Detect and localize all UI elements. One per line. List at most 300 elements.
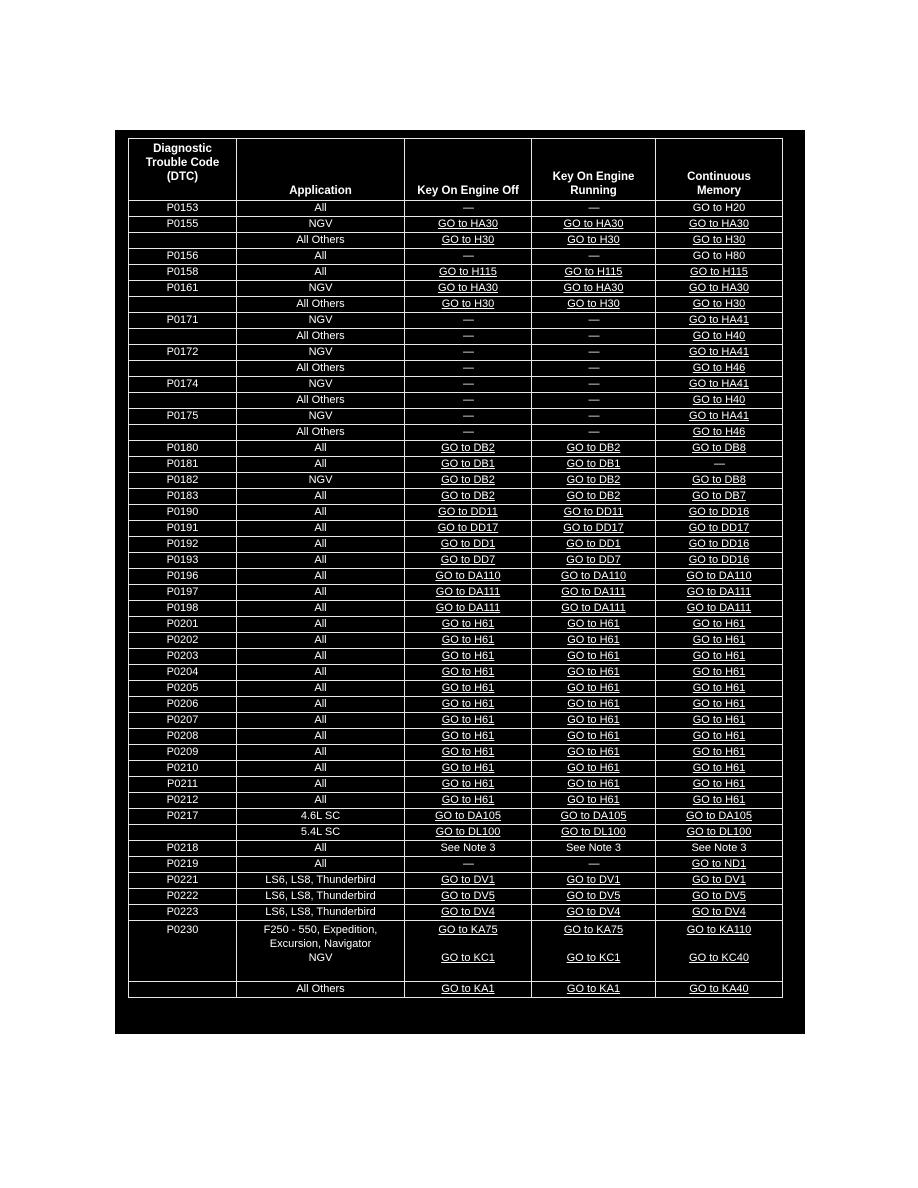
cell-application [237, 345, 405, 361]
cell-key-on-engine-off-text: — [463, 314, 473, 326]
cell-application-text: All [314, 778, 327, 790]
cell-continuous-memory [656, 857, 783, 873]
table-row [129, 553, 783, 569]
cell-key-on-engine-off-text: — [463, 378, 473, 390]
cell-key-on-engine-off-text: GO to DD17 [437, 522, 499, 534]
cell-dtc [129, 329, 237, 345]
cell-key-on-engine-running [532, 665, 656, 681]
table-row [129, 537, 783, 553]
cell-dtc [129, 297, 237, 313]
table-row [129, 313, 783, 329]
cell-application-text: All [314, 666, 327, 678]
cell-key-on-engine-off [405, 777, 532, 793]
cell-continuous-memory [656, 745, 783, 761]
cell-dtc [129, 697, 237, 713]
cell-application [237, 841, 405, 857]
cell-key-on-engine-running [532, 569, 656, 585]
cell-continuous-memory-text: GO to DD16 [688, 538, 750, 550]
cell-key-on-engine-running-top: GO to KA75 [563, 924, 624, 936]
cell-continuous-memory-text: GO to H61 [692, 778, 746, 790]
cell-key-on-engine-running-text: GO to H30 [567, 234, 620, 246]
cell-key-on-engine-off [405, 345, 532, 361]
cell-application-text: All [314, 746, 327, 758]
cell-key-on-engine-off-text: — [463, 250, 473, 262]
cell-application [237, 329, 405, 345]
cell-key-on-engine-running [532, 217, 656, 233]
cell-key-on-engine-off [405, 905, 532, 921]
cell-continuous-memory [656, 361, 783, 377]
table-row [129, 889, 783, 905]
table-row [129, 649, 783, 665]
table-row [129, 857, 783, 873]
cell-continuous-memory [656, 809, 783, 825]
cell-key-on-engine-running-text: GO to H61 [567, 618, 620, 630]
cell-dtc [129, 873, 237, 889]
cell-application-text: LS6, LS8, Thunderbird [265, 906, 376, 918]
cell-application [237, 201, 405, 217]
cell-continuous-memory-text: GO to DB7 [692, 490, 746, 502]
cell-application [237, 617, 405, 633]
cell-continuous-memory-text: GO to H61 [692, 650, 746, 662]
cell-continuous-memory-text: GO to DV4 [692, 906, 746, 918]
cell-dtc [129, 313, 237, 329]
cell-dtc-text: P0209 [166, 746, 199, 758]
cell-application [237, 233, 405, 249]
cell-key-on-engine-running [532, 537, 656, 553]
cell-key-on-engine-running [532, 265, 656, 281]
cell-continuous-memory-text: GO to HA30 [689, 218, 749, 230]
cell-continuous-memory [656, 441, 783, 457]
cell-key-on-engine-off [405, 633, 532, 649]
cell-application-text: All [314, 522, 327, 534]
cell-application [237, 409, 405, 425]
cell-key-on-engine-off-text: GO to H61 [441, 698, 495, 710]
cell-dtc-text: P0198 [166, 602, 199, 614]
cell-dtc [129, 617, 237, 633]
cell-application-line2: Excursion, Navigator [269, 938, 372, 950]
cell-dtc [129, 377, 237, 393]
cell-key-on-engine-off [405, 857, 532, 873]
cell-key-on-engine-running-text: — [588, 394, 599, 406]
table-row [129, 793, 783, 809]
cell-key-on-engine-running-text: GO to HA30 [563, 218, 624, 230]
cell-key-on-engine-off-text: GO to H61 [441, 682, 495, 694]
cell-continuous-memory-text: GO to H30 [692, 234, 746, 246]
cell-dtc [129, 281, 237, 297]
cell-key-on-engine-off-text: GO to DA111 [435, 586, 501, 598]
cell-continuous-memory-text: GO to H80 [692, 250, 746, 262]
cell-dtc [129, 265, 237, 281]
cell-key-on-engine-off-text: GO to DD11 [438, 506, 498, 518]
cell-dtc-text: P0205 [166, 682, 199, 694]
cell-key-on-engine-running [532, 361, 656, 377]
col-header-dtc-line3: (DTC) [166, 171, 199, 183]
cell-continuous-memory [656, 761, 783, 777]
cell-continuous-memory-text: GO to DA111 [686, 602, 752, 614]
cell-dtc-text: P0155 [166, 218, 199, 230]
cell-key-on-engine-running [532, 313, 656, 329]
cell-key-on-engine-running-text: — [588, 250, 599, 262]
cell-key-on-engine-running-text: GO to H61 [567, 634, 620, 646]
cell-application-text: All [314, 250, 327, 262]
cell-dtc [129, 217, 237, 233]
cell-application [237, 729, 405, 745]
cell-dtc-text: P0208 [166, 730, 199, 742]
table-row [129, 665, 783, 681]
cell-key-on-engine-running [532, 489, 656, 505]
cell-dtc [129, 982, 237, 998]
cell-continuous-memory-text: GO to H61 [692, 730, 746, 742]
cell-key-on-engine-off-text: GO to DV1 [441, 874, 495, 886]
table-row [129, 201, 783, 217]
cell-dtc [129, 841, 237, 857]
cell-dtc-text: P0175 [166, 410, 199, 422]
cell-key-on-engine-running [532, 249, 656, 265]
cell-dtc-text: P0196 [166, 570, 199, 582]
cell-dtc [129, 713, 237, 729]
cell-dtc [129, 777, 237, 793]
cell-dtc [129, 761, 237, 777]
cell-dtc [129, 649, 237, 665]
cell-key-on-engine-off-text: GO to H61 [441, 618, 495, 630]
cell-dtc-text: P0222 [166, 890, 199, 902]
table-row [129, 265, 783, 281]
cell-application-line3: NGV [308, 952, 333, 964]
col-header-koer-line1: Key On Engine [552, 171, 635, 183]
cell-application-text: All [314, 554, 327, 566]
cell-key-on-engine-off [405, 505, 532, 521]
table-row [129, 297, 783, 313]
cell-key-on-engine-running-text: GO to H61 [567, 714, 620, 726]
cell-application [237, 537, 405, 553]
cell-application-text: NGV [308, 346, 333, 358]
cell-key-on-engine-running [532, 457, 656, 473]
cell-key-on-engine-running [532, 777, 656, 793]
cell-key-on-engine-off-text: GO to DB1 [441, 458, 495, 470]
cell-key-on-engine-running-text: GO to H61 [567, 778, 620, 790]
cell-key-on-engine-running-text: — [588, 378, 599, 390]
cell-key-on-engine-running [532, 201, 656, 217]
cell-dtc [129, 457, 237, 473]
cell-dtc-text: P0182 [166, 474, 199, 486]
cell-application-text: LS6, LS8, Thunderbird [265, 890, 376, 902]
cell-continuous-memory [656, 665, 783, 681]
cell-continuous-memory [656, 265, 783, 281]
table-row [129, 841, 783, 857]
cell-continuous-memory-bottom: GO to KC40 [689, 952, 749, 964]
cell-key-on-engine-off-text: — [463, 410, 473, 422]
cell-key-on-engine-running-text: GO to DA105 [560, 810, 627, 822]
cell-key-on-engine-off [405, 265, 532, 281]
cell-continuous-memory-text: GO to H61 [692, 714, 746, 726]
cell-key-on-engine-off-text: GO to DA105 [434, 810, 502, 822]
cell-key-on-engine-off [405, 377, 532, 393]
cell-key-on-engine-off-text: GO to DB2 [441, 490, 495, 502]
table-row [129, 217, 783, 233]
cell-key-on-engine-off [405, 841, 532, 857]
cell-continuous-memory [656, 313, 783, 329]
cell-dtc-text: P0183 [166, 490, 199, 502]
cell-key-on-engine-off [405, 281, 532, 297]
cell-dtc-text: P0201 [166, 618, 199, 630]
cell-application [237, 982, 405, 998]
cell-application [237, 601, 405, 617]
cell-key-on-engine-running [532, 713, 656, 729]
table-row [129, 633, 783, 649]
cell-key-on-engine-running [532, 809, 656, 825]
cell-application-text: NGV [308, 282, 333, 294]
cell-key-on-engine-off [405, 761, 532, 777]
cell-application-text: All [314, 842, 327, 854]
table-row [129, 617, 783, 633]
cell-continuous-memory-text: GO to H40 [692, 394, 746, 406]
table-row [129, 905, 783, 921]
cell-application [237, 425, 405, 441]
cell-dtc-text: P0219 [166, 858, 199, 870]
cell-dtc [129, 537, 237, 553]
cell-continuous-memory [656, 793, 783, 809]
cell-key-on-engine-running [532, 889, 656, 905]
cell-key-on-engine-running [532, 585, 656, 601]
cell-key-on-engine-running [532, 345, 656, 361]
table-row [129, 745, 783, 761]
cell-key-on-engine-off [405, 537, 532, 553]
cell-key-on-engine-running [532, 297, 656, 313]
cell-application [237, 681, 405, 697]
table-row [129, 825, 783, 841]
cell-key-on-engine-off [405, 361, 532, 377]
cell-key-on-engine-off-text: GO to H61 [441, 794, 495, 806]
col-header-dtc-line2: Trouble Code [145, 157, 220, 169]
cell-key-on-engine-running [532, 905, 656, 921]
cell-application-text: All Others [296, 426, 345, 438]
cell-key-on-engine-off-text: — [463, 202, 473, 214]
cell-application-text: All [314, 266, 327, 278]
cell-continuous-memory-text: GO to DV5 [692, 890, 746, 902]
cell-continuous-memory [656, 201, 783, 217]
cell-key-on-engine-off-text: GO to H61 [441, 746, 495, 758]
cell-continuous-memory [656, 377, 783, 393]
cell-key-on-engine-running [532, 329, 656, 345]
cell-dtc-text: P0212 [166, 794, 199, 806]
cell-key-on-engine-running-text: GO to DD17 [563, 522, 624, 534]
cell-application [237, 457, 405, 473]
cell-continuous-memory [656, 601, 783, 617]
cell-application [237, 905, 405, 921]
cell-continuous-memory [656, 521, 783, 537]
cell-key-on-engine-off [405, 425, 532, 441]
cell-continuous-memory-text: GO to DA110 [686, 570, 752, 582]
cell-key-on-engine-off-text: See Note 3 [440, 842, 496, 854]
cell-key-on-engine-off [405, 329, 532, 345]
cell-application [237, 777, 405, 793]
cell-key-on-engine-running-text: — [588, 202, 599, 214]
cell-key-on-engine-running-text: GO to DD7 [566, 554, 621, 566]
cell-application [237, 553, 405, 569]
cell-continuous-memory [656, 217, 783, 233]
cell-key-on-engine-running-text: GO to DL100 [561, 826, 626, 838]
cell-key-on-engine-running-text: GO to DA110 [560, 570, 627, 582]
cell-continuous-memory-text: GO to H61 [692, 634, 746, 646]
cell-dtc [129, 441, 237, 457]
cell-key-on-engine-running-text: GO to H61 [567, 762, 620, 774]
cell-key-on-engine-off [405, 697, 532, 713]
cell-continuous-memory-text: GO to DD16 [688, 506, 750, 518]
cell-key-on-engine-off [405, 713, 532, 729]
cell-dtc-text: P0221 [166, 874, 199, 886]
cell-continuous-memory-text: GO to H30 [692, 298, 746, 310]
cell-key-on-engine-off [405, 825, 532, 841]
cell-key-on-engine-running-text: GO to DB2 [566, 490, 621, 502]
cell-key-on-engine-off-text: GO to H61 [441, 714, 495, 726]
cell-application-text: NGV [308, 218, 333, 230]
cell-application-text: All [314, 794, 327, 806]
cell-continuous-memory-text: GO to DB8 [692, 442, 746, 454]
cell-continuous-memory-text: GO to H115 [690, 266, 748, 278]
cell-dtc [129, 505, 237, 521]
cell-application-text: All [314, 858, 327, 870]
cell-key-on-engine-running-text: — [588, 858, 599, 870]
cell-key-on-engine-running [532, 745, 656, 761]
table-row [129, 777, 783, 793]
cell-key-on-engine-running-text: GO to DV4 [566, 906, 621, 918]
cell-dtc [129, 857, 237, 873]
cell-application-text: All [314, 634, 327, 646]
cell-dtc [129, 425, 237, 441]
cell-application [237, 857, 405, 873]
cell-dtc-text: P0191 [166, 522, 199, 534]
cell-key-on-engine-running [532, 233, 656, 249]
cell-continuous-memory [656, 329, 783, 345]
cell-application-text: All Others [296, 234, 345, 246]
cell-application [237, 889, 405, 905]
table-row [129, 473, 783, 489]
cell-application-text: 4.6L SC [300, 810, 341, 822]
cell-key-on-engine-running-text: GO to DB2 [566, 442, 621, 454]
cell-dtc [129, 249, 237, 265]
cell-application-text: All [314, 538, 327, 550]
col-header-koer-line2: Running [570, 185, 617, 197]
cell-continuous-memory-text: GO to KA40 [689, 983, 749, 995]
cell-dtc-text: P0206 [166, 698, 199, 710]
cell-application-text: All [314, 730, 327, 742]
table-row [129, 809, 783, 825]
cell-continuous-memory [656, 345, 783, 361]
cell-application-text: All Others [296, 362, 345, 374]
cell-dtc-text: P0190 [166, 506, 199, 518]
cell-application-text: NGV [308, 410, 333, 422]
cell-application-text: All [314, 618, 327, 630]
cell-key-on-engine-off-text: GO to H115 [439, 266, 497, 278]
col-header-cm-line1: Continuous [687, 171, 751, 183]
cell-application-text: All Others [296, 394, 345, 406]
cell-dtc [129, 409, 237, 425]
cell-dtc [129, 825, 237, 841]
cell-continuous-memory [656, 617, 783, 633]
cell-application-text: All [314, 586, 327, 598]
cell-key-on-engine-off [405, 889, 532, 905]
table-row [129, 697, 783, 713]
cell-continuous-memory [656, 425, 783, 441]
cell-application-text: All [314, 490, 327, 502]
cell-application [237, 873, 405, 889]
table-row [129, 982, 783, 998]
cell-key-on-engine-running-text: GO to DD1 [566, 538, 621, 550]
cell-key-on-engine-running [532, 281, 656, 297]
table-row [129, 361, 783, 377]
cell-application [237, 713, 405, 729]
cell-dtc-text: P0217 [166, 810, 199, 822]
cell-continuous-memory-spacer [656, 937, 782, 951]
cell-application [237, 761, 405, 777]
cell-key-on-engine-off-text: — [463, 394, 473, 406]
cell-application [237, 249, 405, 265]
cell-key-on-engine-running [532, 473, 656, 489]
cell-key-on-engine-off [405, 729, 532, 745]
table-row [129, 729, 783, 745]
cell-key-on-engine-running-text: See Note 3 [565, 842, 622, 854]
cell-key-on-engine-running-text: GO to DD11 [563, 506, 624, 518]
cell-application [237, 585, 405, 601]
cell-dtc [129, 809, 237, 825]
cell-key-on-engine-off [405, 681, 532, 697]
cell-application [237, 745, 405, 761]
cell-key-on-engine-running [532, 793, 656, 809]
cell-dtc [129, 633, 237, 649]
cell-key-on-engine-off [405, 457, 532, 473]
cell-key-on-engine-off [405, 665, 532, 681]
cell-key-on-engine-off [405, 249, 532, 265]
cell-continuous-memory-text: GO to H46 [692, 426, 746, 438]
cell-continuous-memory-text: GO to DV1 [692, 874, 746, 886]
cell-dtc-text: P0202 [166, 634, 199, 646]
cell-continuous-memory-text: GO to HA41 [689, 314, 749, 326]
cell-key-on-engine-running [532, 681, 656, 697]
cell-dtc [129, 729, 237, 745]
cell-continuous-memory-text: GO to DB8 [692, 474, 746, 486]
cell-continuous-memory [656, 697, 783, 713]
cell-dtc [129, 889, 237, 905]
cell-continuous-memory-text: — [714, 458, 724, 470]
cell-application [237, 361, 405, 377]
cell-continuous-memory [656, 553, 783, 569]
cell-dtc-text: P0193 [166, 554, 199, 566]
cell-key-on-engine-running-spacer [532, 937, 655, 951]
cell-continuous-memory-text: GO to H61 [692, 666, 746, 678]
cell-key-on-engine-running [532, 377, 656, 393]
cell-key-on-engine-running-text: — [588, 314, 599, 326]
cell-dtc-text: P0180 [166, 442, 199, 454]
cell-dtc [129, 201, 237, 217]
cell-key-on-engine-off-text: GO to HA30 [438, 282, 498, 294]
cell-application [237, 217, 405, 233]
cell-continuous-memory-text: GO to H61 [692, 746, 746, 758]
col-header-dtc [129, 139, 237, 201]
cell-key-on-engine-off [405, 521, 532, 537]
cell-continuous-memory-text: GO to HA41 [689, 378, 749, 390]
cell-application [237, 921, 405, 982]
cell-dtc-text: P0204 [166, 666, 199, 678]
cell-key-on-engine-off-text: GO to H61 [441, 762, 495, 774]
cell-continuous-memory [656, 585, 783, 601]
cell-continuous-memory-text: GO to H61 [692, 698, 746, 710]
cell-continuous-memory [656, 649, 783, 665]
cell-key-on-engine-off-text: GO to H30 [441, 298, 495, 310]
cell-dtc [129, 553, 237, 569]
cell-key-on-engine-running-text: — [588, 362, 599, 374]
cell-key-on-engine-running-text: GO to DV1 [566, 874, 621, 886]
cell-dtc [129, 681, 237, 697]
